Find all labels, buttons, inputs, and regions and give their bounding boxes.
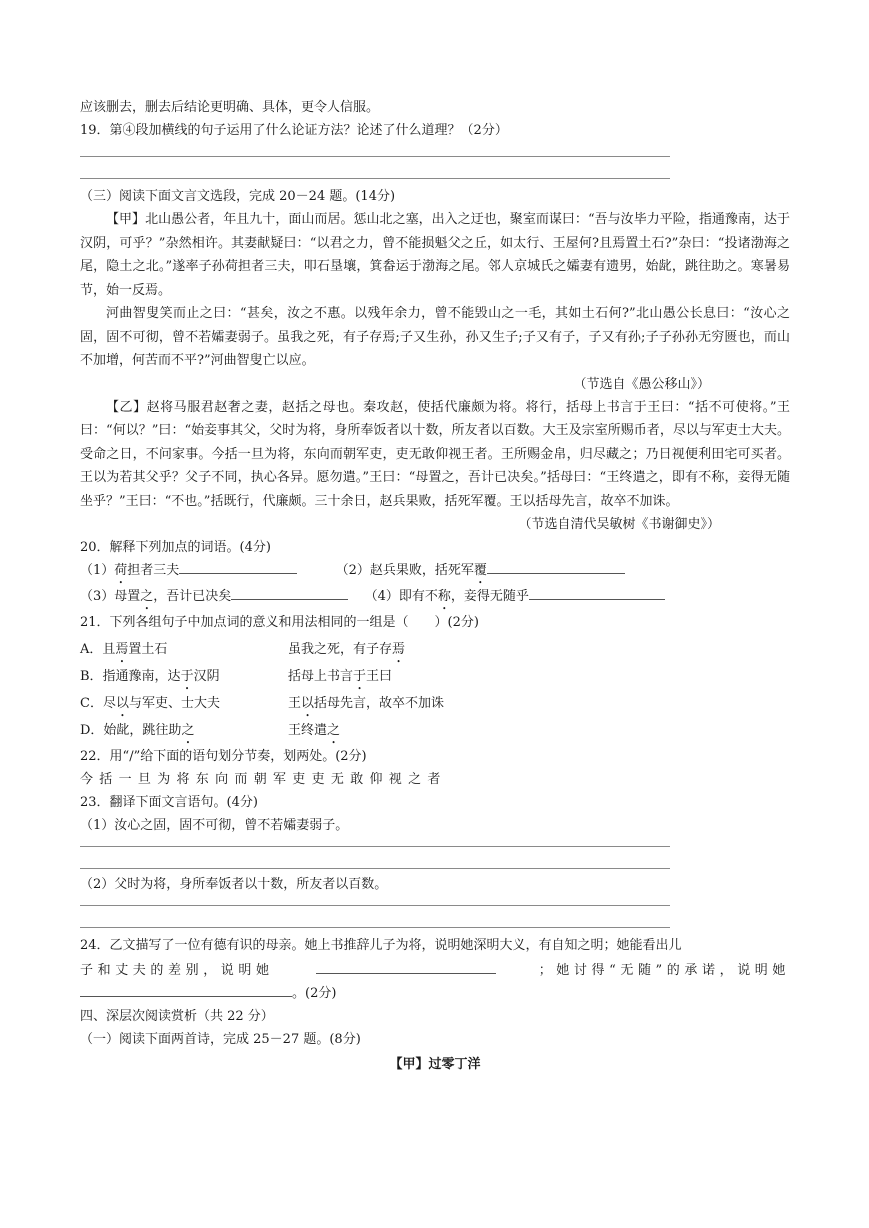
answer-blank[interactable] <box>231 585 348 600</box>
dotted-char: 之 <box>327 723 341 738</box>
passage-yi-source: （节选自清代吴敏树《书谢御史》） <box>518 517 720 532</box>
question-23-item-2: （2）父时为将，身所奉饭者以十数，所友者以百数。 <box>80 877 388 892</box>
answer-blank[interactable] <box>80 982 292 997</box>
option-sentence-a: C．尽以与军吏、士大夫 <box>80 696 220 711</box>
dotted-char: 荷 <box>114 563 128 578</box>
option-sentence-a: D．始龀，跳往助之 <box>80 723 195 738</box>
dotted-char: 焉 <box>392 642 406 657</box>
question-23: 23．翻译下面文言语句。(4分) <box>80 795 258 810</box>
question-24-line-1: 24．乙文描写了一位有德有识的母亲。她上书推辞儿子为将，说明她深明大义，有自知之明；她能看出儿 <box>80 938 682 953</box>
poem-title: 【甲】过零丁洋 <box>389 1057 481 1072</box>
option-sentence-b: 括母上书言于王曰 <box>288 669 393 684</box>
section-4-part-1: （一）阅读下面两首诗，完成 25－27 题。(8分) <box>80 1032 361 1047</box>
option-row[interactable] <box>80 638 790 661</box>
question-20-row-2: （3）母置之，吾计已决矣 （4）即有不称，妾得无随乎 <box>80 585 790 608</box>
question-23-item-1: （1）汝心之固，固不可彻，曾不若孀妻弱子。 <box>80 818 349 833</box>
dotted-char: 之 <box>140 589 154 604</box>
dotted-char: 称 <box>437 589 451 604</box>
exam-page <box>80 96 790 1076</box>
option-sentence-a: A．且焉置土石 <box>80 642 168 657</box>
question-22-text: 今括一旦为将东向而朝军吏吏无敢仰视之者 <box>80 772 447 787</box>
section-3-title: （三）阅读下面文言文选段，完成 20－24 题。(14分) <box>80 189 396 204</box>
dotted-char: 于 <box>180 669 194 684</box>
answer-blank[interactable] <box>487 559 625 574</box>
question-21-options <box>80 638 790 742</box>
question-19: 19．第④段加横线的句子运用了什么论证方法？论述了什么道理？（2分） <box>80 123 508 138</box>
dotted-char: 以 <box>115 696 129 711</box>
question-20: 20．解释下列加点的词语。(4分) <box>80 540 271 555</box>
dotted-char: 以 <box>301 696 315 711</box>
intro-line: 应该删去，删去后结论更明确、具体，更令人信服。 <box>80 100 380 115</box>
question-24-line-3: 。(2分) <box>80 982 790 1005</box>
option-sentence-b: 虽我之死，有子存焉 <box>288 642 406 657</box>
question-20-row-1: （1）荷担者三夫 （2）赵兵果败，括死军覆 <box>80 559 790 582</box>
answer-blank[interactable] <box>316 959 496 974</box>
dotted-char: 焉 <box>115 642 129 657</box>
passage-jia-paragraph-2: 河曲智叟笑而止之曰：“甚矣，汝之不惠。以残年余力，曾不能毁山之一毛，其如土石何?”北山愚公长息曰：“汝心之固，固不可彻，曾不若孀妻弱子。虽我之死，有子存焉;子又生孙，孙又生子;子又有子，子又有孙;子子孙孙无穷匮也，而山不加增，何苦而不平?”河曲智叟亡以应。 <box>80 306 790 368</box>
dotted-char: 覆 <box>473 563 487 578</box>
section-4-title: 四、深层次阅读赏析（共 22 分） <box>80 1009 274 1024</box>
answer-blank[interactable] <box>179 559 297 574</box>
option-row[interactable] <box>80 665 790 688</box>
passage-yi-paragraph: 【乙】赵将马服君赵奢之妻，赵括之母也。秦攻赵，使括代廉颇为将。将行，括母上书言于王曰：“括不可使将。”王曰：“何以？”曰：“始妾事其父，父时为将，身所奉饭者以十数，所友者以百数。大王及宗室所赐币者，尽以与军吏士大夫。受命之日，不问家事。今括一旦为将，东向而朝军吏，吏无敢仰视王者。王所赐金帛，归尽藏之；乃日视便利田宅可买者。王以为若其父乎？父子不同，执心各异。愿勿遣。”王曰：“母置之，吾计已决矣。”括母曰：“王终遣之，即有不称，妾得无随坐乎？”王曰：“不也。”括既行，代廉颇。三十余日，赵兵果败，括死军覆。王以括母先言，故卒不加诛。 <box>80 399 790 509</box>
dotted-char: 之 <box>181 723 195 738</box>
question-21: 21．下列各组句子中加点词的意义和用法相同的一组是（ ）(2分) <box>80 615 479 630</box>
option-sentence-b: 王以括母先言，故卒不加诛 <box>288 696 445 711</box>
answer-line <box>80 868 670 869</box>
question-24-line-2: 子和丈夫的差别，说明她 ；她讨得“无随”的承诺，说明她 <box>80 959 790 982</box>
answer-line <box>80 927 670 928</box>
option-sentence-a: B．指通豫南，达于汉阴 <box>80 669 220 684</box>
passage-jia-paragraph-1: 【甲】北山愚公者，年且九十，面山而居。惩山北之塞，出入之迂也，聚室而谋曰：“吾与汝毕力平险，指通豫南，达于汉阴，可乎？”杂然相许。其妻献疑曰：“以君之力，曾不能损魁父之丘，如太行、王屋何?且焉置土石?”杂曰：“投诸渤海之尾，隐土之北。”遂率子孙荷担者三夫，叩石垦壤，箕畚运于渤海之尾。邻人京城氏之孀妻有遗男，始龀，跳往助之。寒暑易节，始一反焉。 <box>80 212 790 298</box>
option-sentence-b: 王终遣之 <box>288 723 341 738</box>
passage-jia-source: （节选自《愚公移山》） <box>573 376 710 392</box>
answer-line <box>80 178 670 179</box>
option-row[interactable] <box>80 692 790 715</box>
dotted-char: 于 <box>353 669 367 684</box>
option-row[interactable] <box>80 719 790 742</box>
question-22: 22．用“/”给下面的语句划分节奏，划两处。(2分) <box>80 749 367 764</box>
answer-blank[interactable] <box>529 585 665 600</box>
